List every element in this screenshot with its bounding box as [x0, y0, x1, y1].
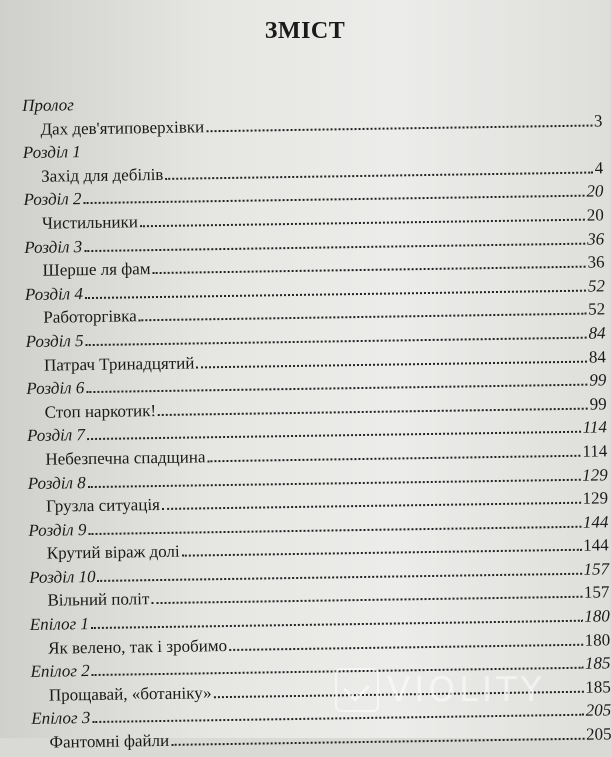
toc-entry-label: Грузла ситуація [45, 495, 161, 516]
dot-leader [84, 195, 585, 204]
dot-leader [85, 289, 586, 298]
dot-leader [84, 242, 585, 251]
dot-leader [98, 573, 582, 582]
toc-entry-label: Розділ 10 [29, 566, 96, 587]
toc-page-number: 20 [586, 181, 604, 202]
dot-leader [140, 219, 585, 228]
toc-entry-label: Патрач Тринадцятий [43, 353, 195, 375]
toc-entry-label: Епілог 2 [30, 661, 90, 682]
toc-entry-label: Розділ 4 [24, 283, 84, 304]
toc-entry-label: Дах дев'ятиповерхівки [40, 116, 205, 139]
toc-entry-label: Розділ 9 [28, 519, 87, 540]
toc-entry-label: Епілог 1 [29, 614, 90, 635]
dot-leader [158, 407, 588, 415]
toc-page-number: 129 [582, 464, 608, 485]
dot-leader [91, 620, 582, 629]
toc-entry-label: Захід для дебілів [41, 164, 164, 186]
toc-page-number: 114 [582, 441, 608, 461]
toc-page-number: 84 [588, 346, 607, 367]
toc-entry-label: Прощавай, «ботаніку» [48, 683, 212, 705]
toc-entry-label: Розділ 7 [26, 425, 86, 446]
dot-leader [171, 738, 584, 746]
toc-page-number: 99 [589, 394, 607, 414]
toc-entry-label: Чистильники [41, 212, 139, 233]
violity-logo-icon [335, 668, 379, 712]
toc-entry-label: Вільний політ [47, 589, 150, 611]
toc-page-number: 52 [588, 299, 606, 319]
toc-page-number: 144 [582, 512, 609, 532]
dot-leader [182, 549, 582, 557]
toc-page-number: 3 [593, 110, 603, 131]
toc-entry-label: Стоп наркотик! [44, 400, 157, 422]
toc-page-number: 185 [584, 653, 611, 673]
toc-entry-label: Фантомні файли [49, 730, 170, 752]
toc-entry-label: Пролог [22, 95, 74, 115]
table-of-contents [22, 87, 612, 756]
toc-page-number: 205 [585, 700, 612, 721]
toc-entry-label: Розділ 5 [25, 331, 84, 351]
toc-page-number: 99 [589, 370, 607, 390]
watermark [335, 668, 546, 712]
dot-leader [207, 455, 580, 463]
toc-page-number: 157 [583, 559, 610, 579]
toc-entry-label: Розділ 6 [26, 378, 85, 399]
toc-page-number: 36 [587, 228, 605, 249]
dot-leader [196, 360, 587, 368]
dot-leader [229, 643, 583, 650]
toc-page-number: 114 [582, 417, 608, 438]
toc-page-number: 20 [586, 205, 604, 225]
toc-page-number: 180 [584, 629, 611, 650]
toc-entry-label: Як велено, так і зробимо [48, 635, 228, 658]
toc-entry-label: Крутий віраж долі [46, 541, 180, 563]
toc-page-number: 4 [594, 158, 604, 178]
toc-page-number: 36 [587, 252, 605, 272]
dot-leader [88, 478, 581, 487]
dot-leader [86, 337, 587, 346]
dot-leader [88, 525, 581, 534]
toc-page-number: 180 [584, 606, 610, 626]
toc-entry-label: Розділ 8 [27, 472, 86, 493]
toc-entry-label: Розділ 1 [22, 142, 81, 163]
toc-entry-label: Розділ 3 [24, 236, 83, 257]
dot-leader [87, 431, 581, 440]
toc-entry-label: Розділ 2 [23, 189, 82, 210]
watermark-text: VIOLITY [387, 670, 546, 710]
dot-leader [206, 124, 592, 132]
toc-page-number: 185 [585, 677, 611, 697]
toc-entry-label: Епілог 3 [31, 708, 91, 729]
toc-entry-label: Работоргівка [43, 306, 137, 328]
toc-page-number: 84 [588, 323, 606, 343]
dot-leader [139, 313, 587, 322]
page-title: ЗМІСТ [264, 18, 346, 44]
toc-entry-label: Шерше ля фам [42, 259, 151, 280]
dot-leader [151, 596, 582, 604]
toc-page-number: 205 [585, 724, 612, 744]
dot-leader [92, 714, 583, 723]
toc-page-number: 144 [583, 535, 609, 556]
toc-page-number: 129 [582, 488, 609, 508]
toc-page-number: 157 [583, 582, 610, 603]
dot-leader [165, 171, 592, 179]
toc-page-number: 52 [587, 276, 606, 296]
toc-entry-label: Небезпечна спадщина [45, 447, 206, 469]
dot-leader [153, 266, 586, 274]
dot-leader [162, 502, 581, 510]
dot-leader [86, 384, 587, 393]
